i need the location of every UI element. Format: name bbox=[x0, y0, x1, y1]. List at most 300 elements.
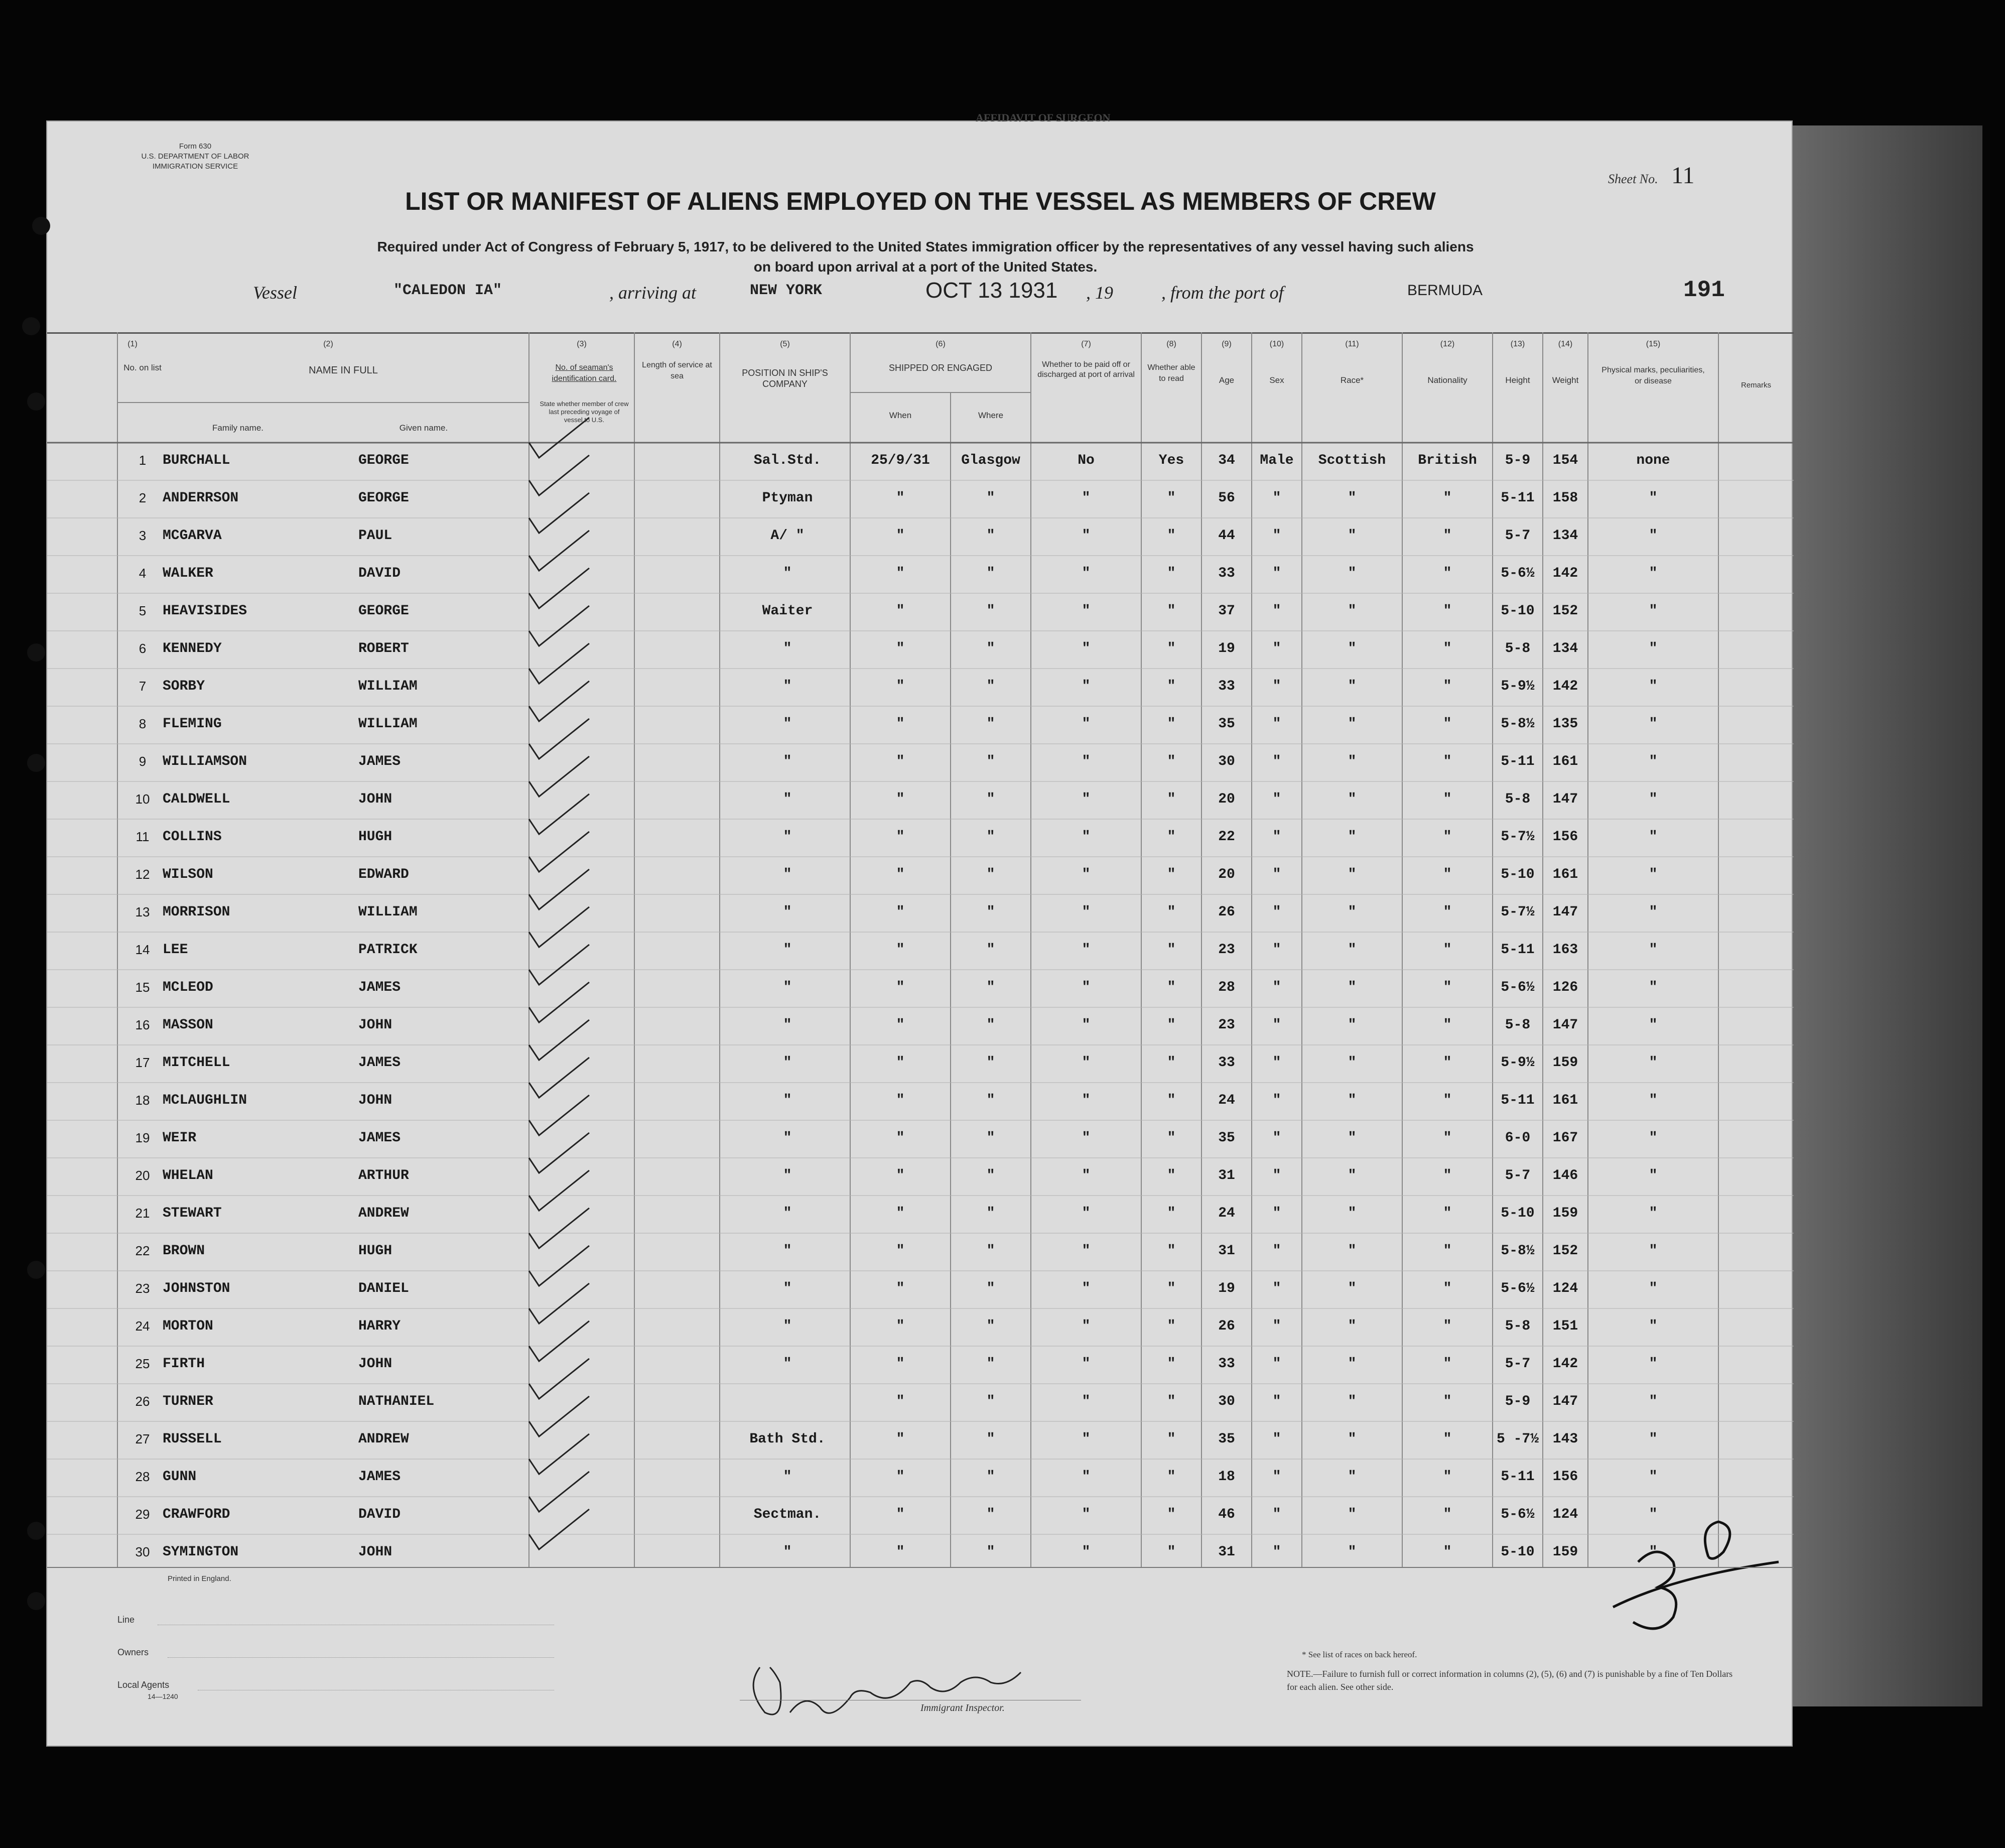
row-number: 20 bbox=[135, 1168, 150, 1183]
physical-marks: " bbox=[1649, 490, 1658, 506]
position: " bbox=[783, 1093, 792, 1108]
weight: 142 bbox=[1552, 679, 1578, 694]
family-name: MASSON bbox=[163, 1017, 213, 1033]
sex: " bbox=[1272, 1168, 1281, 1183]
height: 5-6½ bbox=[1501, 980, 1535, 995]
given-name: JOHN bbox=[358, 1093, 392, 1108]
head-family-name: Family name. bbox=[212, 423, 264, 433]
weight: 161 bbox=[1552, 867, 1578, 882]
row-number: 21 bbox=[135, 1206, 150, 1221]
punch-hole bbox=[27, 1522, 45, 1540]
table-bottom-rule bbox=[47, 1567, 1794, 1568]
col-num-8: (8) bbox=[1166, 340, 1176, 348]
family-name: ANDERRSON bbox=[163, 490, 239, 506]
able-to-read: " bbox=[1167, 980, 1176, 995]
physical-marks: " bbox=[1649, 641, 1658, 656]
punch-hole bbox=[27, 1592, 45, 1610]
sex: " bbox=[1272, 1017, 1281, 1033]
nationality: " bbox=[1443, 1356, 1452, 1372]
family-name: STEWART bbox=[163, 1206, 222, 1221]
shipped-where: " bbox=[986, 1281, 995, 1296]
position: Bath Std. bbox=[749, 1431, 826, 1447]
paid-off: " bbox=[1082, 1243, 1091, 1259]
punch-hole bbox=[32, 217, 50, 235]
nationality: " bbox=[1443, 1017, 1452, 1033]
row-number: 23 bbox=[135, 1281, 150, 1296]
nationality: " bbox=[1443, 1507, 1452, 1522]
paid-off: " bbox=[1082, 603, 1091, 619]
department: U.S. DEPARTMENT OF LABOR bbox=[141, 152, 249, 161]
given-name: JOHN bbox=[358, 1544, 392, 1560]
position: A/ " bbox=[770, 528, 805, 544]
sex: " bbox=[1272, 754, 1281, 769]
sex: " bbox=[1272, 1093, 1281, 1108]
sex: " bbox=[1272, 1356, 1281, 1372]
height: 5-7½ bbox=[1501, 829, 1535, 845]
weight: 152 bbox=[1552, 603, 1578, 619]
race: " bbox=[1348, 942, 1357, 958]
manifest-sheet bbox=[46, 111, 1793, 1747]
col-num-5: (5) bbox=[780, 340, 790, 348]
given-name: JAMES bbox=[358, 1469, 401, 1485]
given-name: JOHN bbox=[358, 1356, 392, 1372]
race: " bbox=[1348, 641, 1357, 656]
position: Ptyman bbox=[762, 490, 813, 506]
col-num-4: (4) bbox=[672, 340, 682, 348]
position: " bbox=[783, 716, 792, 732]
shipped-where: " bbox=[986, 1544, 995, 1560]
position: " bbox=[783, 641, 792, 656]
head-id-card-sub: State whether member of crew last preceding voyage of vessel to U.S. bbox=[540, 400, 629, 424]
weight: 147 bbox=[1552, 1017, 1578, 1033]
paid-off: " bbox=[1082, 679, 1091, 694]
height: 5 -7½ bbox=[1496, 1431, 1539, 1447]
race: " bbox=[1348, 1130, 1357, 1146]
family-name: FIRTH bbox=[163, 1356, 205, 1372]
shipped-when: " bbox=[896, 528, 905, 544]
col-num-15: (15) bbox=[1646, 340, 1661, 348]
age: 24 bbox=[1218, 1093, 1235, 1108]
race: " bbox=[1348, 1507, 1357, 1522]
height: 5-8 bbox=[1505, 791, 1531, 807]
weight: 152 bbox=[1552, 1243, 1578, 1259]
physical-marks: " bbox=[1649, 1017, 1658, 1033]
able-to-read: " bbox=[1167, 829, 1176, 845]
family-name: SORBY bbox=[163, 679, 205, 694]
physical-marks: " bbox=[1649, 1318, 1658, 1334]
family-name: WALKER bbox=[163, 566, 213, 581]
shipped-where: " bbox=[986, 1093, 995, 1108]
given-name: GEORGE bbox=[358, 453, 409, 468]
given-name: ANDREW bbox=[358, 1206, 409, 1221]
shipped-where: " bbox=[986, 1431, 995, 1447]
shipped-where: " bbox=[986, 641, 995, 656]
age: 23 bbox=[1218, 942, 1235, 958]
row-number: 10 bbox=[135, 791, 150, 807]
age: 28 bbox=[1218, 980, 1235, 995]
weight: 147 bbox=[1552, 904, 1578, 920]
shipped-when: " bbox=[896, 1507, 905, 1522]
weight: 142 bbox=[1552, 566, 1578, 581]
shipped-when: " bbox=[896, 904, 905, 920]
family-name: BROWN bbox=[163, 1243, 205, 1259]
col-num-3: (3) bbox=[577, 340, 587, 348]
nationality: " bbox=[1443, 1168, 1452, 1183]
row-number: 18 bbox=[135, 1093, 150, 1108]
nationality: " bbox=[1443, 641, 1452, 656]
position: " bbox=[783, 1544, 792, 1560]
given-name: DAVID bbox=[358, 566, 401, 581]
family-name: HEAVISIDES bbox=[163, 603, 247, 619]
paid-off: " bbox=[1082, 1093, 1091, 1108]
family-name: RUSSELL bbox=[163, 1431, 222, 1447]
sex: " bbox=[1272, 1281, 1281, 1296]
row-number: 12 bbox=[135, 867, 150, 882]
physical-marks: " bbox=[1649, 716, 1658, 732]
head-sex: Sex bbox=[1269, 375, 1284, 385]
family-name: WILSON bbox=[163, 867, 213, 882]
given-name: PATRICK bbox=[358, 942, 418, 958]
sex: " bbox=[1272, 1206, 1281, 1221]
paid-off: " bbox=[1082, 1017, 1091, 1033]
paid-off: " bbox=[1082, 791, 1091, 807]
paid-off: " bbox=[1082, 1318, 1091, 1334]
service: IMMIGRATION SERVICE bbox=[152, 162, 238, 171]
nationality: " bbox=[1443, 867, 1452, 882]
year-prefix: , 19 bbox=[1086, 283, 1113, 303]
sex: " bbox=[1272, 867, 1281, 882]
punch-hole bbox=[27, 643, 45, 662]
nationality: " bbox=[1443, 1469, 1452, 1485]
shipped-when: " bbox=[896, 679, 905, 694]
sex: Male bbox=[1260, 453, 1294, 468]
local-agents-label: Local Agents bbox=[117, 1680, 170, 1690]
age: 19 bbox=[1218, 641, 1235, 656]
shipped-when: " bbox=[896, 603, 905, 619]
able-to-read: " bbox=[1167, 1394, 1176, 1409]
sex: " bbox=[1272, 1055, 1281, 1071]
printed-in: Printed in England. bbox=[168, 1574, 231, 1583]
page-stamp: 191 bbox=[1683, 277, 1725, 303]
nationality: " bbox=[1443, 716, 1452, 732]
physical-marks: " bbox=[1649, 829, 1658, 845]
family-name: JOHNSTON bbox=[163, 1281, 230, 1296]
able-to-read: " bbox=[1167, 1544, 1176, 1560]
paid-off: " bbox=[1082, 566, 1091, 581]
weight: 147 bbox=[1552, 791, 1578, 807]
given-name: ANDREW bbox=[358, 1431, 409, 1447]
weight: 158 bbox=[1552, 490, 1578, 506]
sex: " bbox=[1272, 716, 1281, 732]
physical-marks: " bbox=[1649, 1394, 1658, 1409]
paid-off: No bbox=[1078, 453, 1095, 468]
physical-marks: " bbox=[1649, 1281, 1658, 1296]
age: 44 bbox=[1218, 528, 1235, 544]
race: " bbox=[1348, 490, 1357, 506]
shipped-when: " bbox=[896, 716, 905, 732]
race: " bbox=[1348, 716, 1357, 732]
row-number: 8 bbox=[139, 716, 147, 731]
vessel-label: Vessel bbox=[253, 283, 297, 303]
nationality: " bbox=[1443, 603, 1452, 619]
row-number: 28 bbox=[135, 1469, 150, 1484]
able-to-read: " bbox=[1167, 641, 1176, 656]
able-to-read: " bbox=[1167, 1469, 1176, 1485]
from-label: , from the port of bbox=[1161, 283, 1284, 303]
height: 5-10 bbox=[1501, 1206, 1535, 1221]
sex: " bbox=[1272, 791, 1281, 807]
given-name: WILLIAM bbox=[358, 679, 418, 694]
age: 31 bbox=[1218, 1168, 1235, 1183]
col-num-1: (1) bbox=[127, 340, 138, 348]
weight: 159 bbox=[1552, 1206, 1578, 1221]
family-name: WHELAN bbox=[163, 1168, 213, 1183]
height: 5-10 bbox=[1501, 1544, 1535, 1560]
nationality: " bbox=[1443, 791, 1452, 807]
head-paid-off: Whether to be paid off or discharged at port of arrival bbox=[1037, 360, 1135, 379]
given-name: GEORGE bbox=[358, 603, 409, 619]
sex: " bbox=[1272, 1318, 1281, 1334]
age: 30 bbox=[1218, 1394, 1235, 1409]
sex: " bbox=[1272, 1394, 1281, 1409]
agents-code: 14—1240 bbox=[148, 1692, 178, 1700]
paid-off: " bbox=[1082, 528, 1091, 544]
shipped-when: " bbox=[896, 1093, 905, 1108]
shipped-where: " bbox=[986, 566, 995, 581]
given-name: DAVID bbox=[358, 1507, 401, 1522]
paid-off: " bbox=[1082, 1206, 1091, 1221]
sheet-label: Sheet No. bbox=[1608, 172, 1658, 186]
able-to-read: " bbox=[1167, 1168, 1176, 1183]
given-name: HARRY bbox=[358, 1318, 401, 1334]
position: " bbox=[783, 1243, 792, 1259]
paid-off: " bbox=[1082, 490, 1091, 506]
physical-marks: " bbox=[1649, 528, 1658, 544]
punch-hole bbox=[22, 317, 40, 335]
age: 26 bbox=[1218, 904, 1235, 920]
shipped-when: " bbox=[896, 829, 905, 845]
shipped-where: " bbox=[986, 1055, 995, 1071]
height: 6-0 bbox=[1505, 1130, 1531, 1146]
position: Sectman. bbox=[753, 1507, 822, 1522]
paid-off: " bbox=[1082, 1507, 1091, 1522]
nationality: " bbox=[1443, 1318, 1452, 1334]
able-to-read: " bbox=[1167, 1318, 1176, 1334]
head-age: Age bbox=[1219, 375, 1235, 385]
row-number: 6 bbox=[139, 641, 147, 656]
form-number: Form 630 bbox=[179, 142, 212, 151]
physical-marks: " bbox=[1649, 1544, 1658, 1560]
sex: " bbox=[1272, 1544, 1281, 1560]
family-name: MITCHELL bbox=[163, 1055, 230, 1071]
row-number: 14 bbox=[135, 942, 150, 957]
age: 56 bbox=[1218, 490, 1235, 506]
shipped-where: " bbox=[986, 603, 995, 619]
race: " bbox=[1348, 1093, 1357, 1108]
able-to-read: " bbox=[1167, 603, 1176, 619]
height: 5-8½ bbox=[1501, 1243, 1535, 1259]
head-remarks: Remarks bbox=[1741, 381, 1771, 389]
paid-off: " bbox=[1082, 1168, 1091, 1183]
shipped-where: Glasgow bbox=[961, 453, 1020, 468]
race: " bbox=[1348, 528, 1357, 544]
physical-marks: " bbox=[1649, 1168, 1658, 1183]
race: " bbox=[1348, 754, 1357, 769]
given-name: NATHANIEL bbox=[358, 1394, 435, 1409]
able-to-read: " bbox=[1167, 1281, 1176, 1296]
head-weight: Weight bbox=[1552, 375, 1579, 385]
nationality: " bbox=[1443, 1281, 1452, 1296]
paid-off: " bbox=[1082, 716, 1091, 732]
shipped-when: " bbox=[896, 942, 905, 958]
height: 5-8 bbox=[1505, 641, 1531, 656]
age: 24 bbox=[1218, 1206, 1235, 1221]
race: " bbox=[1348, 904, 1357, 920]
able-to-read: " bbox=[1167, 490, 1176, 506]
position: " bbox=[783, 1168, 792, 1183]
age: 33 bbox=[1218, 1356, 1235, 1372]
height: 5-8 bbox=[1505, 1318, 1531, 1334]
col-num-7: (7) bbox=[1081, 340, 1091, 348]
height: 5-6½ bbox=[1501, 1281, 1535, 1296]
shipped-when: " bbox=[896, 1168, 905, 1183]
line-label: Line bbox=[117, 1615, 135, 1625]
sex: " bbox=[1272, 1469, 1281, 1485]
nationality: " bbox=[1443, 829, 1452, 845]
age: 33 bbox=[1218, 566, 1235, 581]
race: " bbox=[1348, 1356, 1357, 1372]
race: " bbox=[1348, 1168, 1357, 1183]
height: 5-11 bbox=[1501, 942, 1535, 958]
shipped-where: " bbox=[986, 829, 995, 845]
sex: " bbox=[1272, 829, 1281, 845]
able-to-read: " bbox=[1167, 1356, 1176, 1372]
head-position: POSITION IN SHIP'S COMPANY bbox=[742, 368, 828, 389]
weight: 161 bbox=[1552, 754, 1578, 769]
col-num-14: (14) bbox=[1558, 340, 1573, 348]
physical-marks: " bbox=[1649, 942, 1658, 958]
from-port: BERMUDA bbox=[1407, 282, 1483, 299]
height: 5-7 bbox=[1505, 1168, 1531, 1183]
age: 26 bbox=[1218, 1318, 1235, 1334]
given-name: ROBERT bbox=[358, 641, 409, 656]
race: " bbox=[1348, 1469, 1357, 1485]
shipped-where: " bbox=[986, 1017, 995, 1033]
shipped-where: " bbox=[986, 980, 995, 995]
head-where: Where bbox=[978, 411, 1004, 420]
height: 5-6½ bbox=[1501, 566, 1535, 581]
age: 22 bbox=[1218, 829, 1235, 845]
given-name: GEORGE bbox=[358, 490, 409, 506]
physical-marks: " bbox=[1649, 904, 1658, 920]
weight: 147 bbox=[1552, 1394, 1578, 1409]
family-name: MCLAUGHLIN bbox=[163, 1093, 247, 1108]
height: 5-9 bbox=[1505, 1394, 1531, 1409]
family-name: CRAWFORD bbox=[163, 1507, 230, 1522]
shipped-where: " bbox=[986, 754, 995, 769]
shipped-where: " bbox=[986, 1507, 995, 1522]
sheet-number: 11 bbox=[1671, 162, 1695, 189]
shipped-when: " bbox=[896, 1130, 905, 1146]
row-number: 26 bbox=[135, 1394, 150, 1409]
position: " bbox=[783, 1469, 792, 1485]
row-number: 24 bbox=[135, 1318, 150, 1334]
shipped-where: " bbox=[986, 1469, 995, 1485]
able-to-read: " bbox=[1167, 942, 1176, 958]
family-name: KENNEDY bbox=[163, 641, 222, 656]
weight: 134 bbox=[1552, 641, 1578, 656]
row-number: 19 bbox=[135, 1130, 150, 1145]
punch-hole bbox=[27, 392, 45, 411]
height: 5-9½ bbox=[1501, 679, 1535, 694]
nationality: " bbox=[1443, 942, 1452, 958]
sex: " bbox=[1272, 1507, 1281, 1522]
able-to-read: " bbox=[1167, 904, 1176, 920]
col-num-10: (10) bbox=[1269, 340, 1284, 348]
nationality: " bbox=[1443, 1431, 1452, 1447]
weight: 146 bbox=[1552, 1168, 1578, 1183]
row-number: 7 bbox=[139, 679, 147, 694]
paid-off: " bbox=[1082, 904, 1091, 920]
weight: 159 bbox=[1552, 1544, 1578, 1560]
nationality: " bbox=[1443, 904, 1452, 920]
given-name: JAMES bbox=[358, 754, 401, 769]
sex: " bbox=[1272, 980, 1281, 995]
shipped-when: 25/9/31 bbox=[871, 453, 930, 468]
row-number: 15 bbox=[135, 980, 150, 995]
paid-off: " bbox=[1082, 980, 1091, 995]
affidavit-heading: AFFIDAVIT OF SURGEON bbox=[976, 111, 1111, 124]
given-name: JAMES bbox=[358, 1055, 401, 1071]
family-name: FLEMING bbox=[163, 716, 222, 732]
position: Sal.Std. bbox=[753, 453, 822, 468]
given-name: WILLIAM bbox=[358, 716, 418, 732]
head-id-card: No. of seaman's identification card. bbox=[552, 363, 617, 383]
able-to-read: " bbox=[1167, 1507, 1176, 1522]
age: 20 bbox=[1218, 867, 1235, 882]
weight: 134 bbox=[1552, 528, 1578, 544]
physical-marks: " bbox=[1649, 1093, 1658, 1108]
height: 5-11 bbox=[1501, 490, 1535, 506]
family-name: GUNN bbox=[163, 1469, 197, 1485]
physical-marks: " bbox=[1649, 1507, 1658, 1522]
vessel-name: "CALEDON IA" bbox=[393, 282, 502, 299]
paid-off: " bbox=[1082, 1431, 1091, 1447]
nationality: " bbox=[1443, 566, 1452, 581]
owners-field bbox=[168, 1657, 554, 1658]
sex: " bbox=[1272, 490, 1281, 506]
height: 5-10 bbox=[1501, 603, 1535, 619]
given-name: HUGH bbox=[358, 1243, 392, 1259]
able-to-read: " bbox=[1167, 1243, 1176, 1259]
weight: 156 bbox=[1552, 1469, 1578, 1485]
row-number: 4 bbox=[139, 566, 147, 581]
race: " bbox=[1348, 1243, 1357, 1259]
shipped-where: " bbox=[986, 1394, 995, 1409]
row-number: 29 bbox=[135, 1507, 150, 1522]
shipped-when: " bbox=[896, 1394, 905, 1409]
row-number: 17 bbox=[135, 1055, 150, 1070]
able-to-read: " bbox=[1167, 867, 1176, 882]
row-number: 5 bbox=[139, 603, 147, 618]
able-to-read: Yes bbox=[1158, 453, 1184, 468]
age: 20 bbox=[1218, 791, 1235, 807]
position: " bbox=[783, 904, 792, 920]
paid-off: " bbox=[1082, 641, 1091, 656]
shipped-when: " bbox=[896, 641, 905, 656]
row-number: 22 bbox=[135, 1243, 150, 1258]
weight: 154 bbox=[1552, 453, 1578, 468]
